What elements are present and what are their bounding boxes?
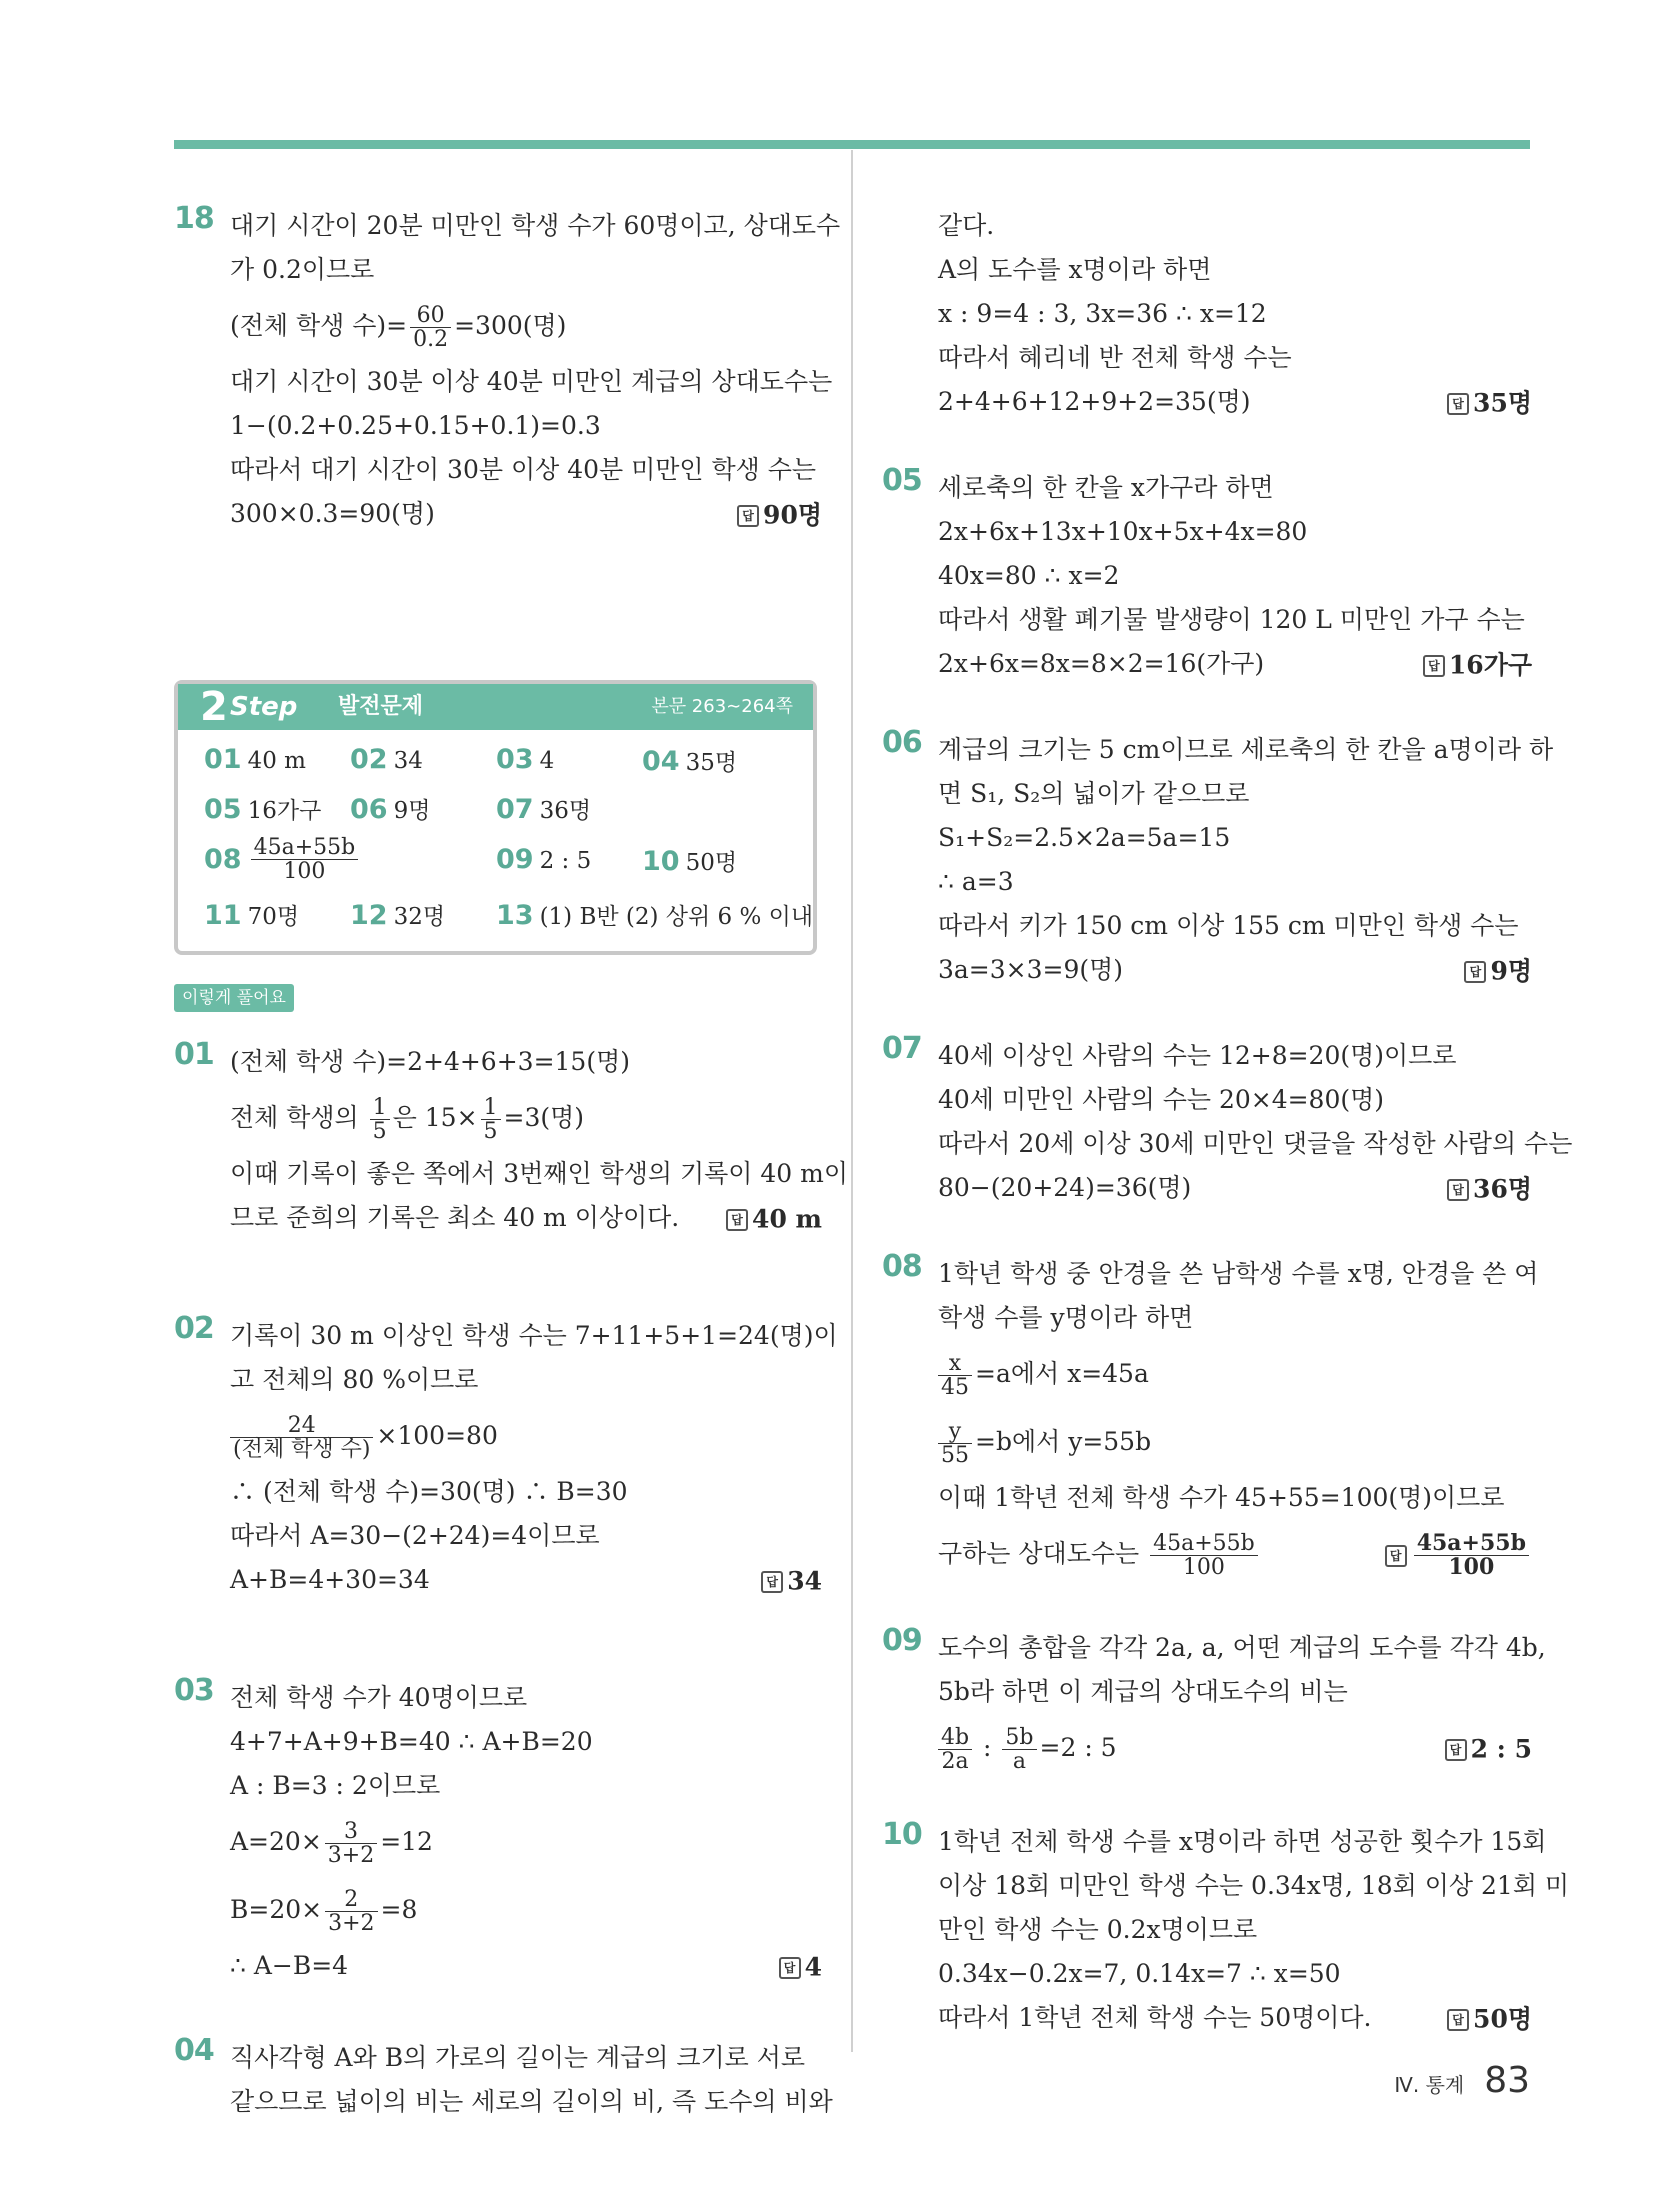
problem-03 [174, 1673, 822, 1988]
step-header [178, 684, 813, 730]
answer-box: 답 34 [761, 1558, 822, 1604]
formula-line: (전체 학생 수)= $\frac{60}{0.2}$ =300(명) [230, 302, 567, 352]
text-line: 따라서 키가 150 cm 이상 155 cm 미만인 학생 수는 [938, 911, 1519, 940]
text-line: 고 전체의 80 %이므로 [230, 1365, 479, 1394]
text-line: (전체 학생 수)=2+4+6+3=15(명) [230, 1047, 630, 1076]
quick-answer: 04 35명 [642, 746, 738, 777]
text-line: 40세 이상인 사람의 수는 12+8=20(명)이므로 [938, 1041, 1457, 1070]
text-line: 계급의 크기는 5 cm이므로 세로축의 한 칸을 a명이라 하 [938, 735, 1554, 764]
text-line: 0.34x−0.2x=7, 0.14x=7 ∴ x=50 [938, 1959, 1341, 1988]
text-line: 80−(20+24)=36(명) 답 36명 [938, 1166, 1532, 1210]
text-line: 40x=80 ∴ x=2 [938, 561, 1120, 590]
answer-mark-icon: 답 [737, 505, 759, 527]
text-line: 만인 학생 수는 0.2x명이므로 [938, 1915, 1258, 1944]
text-line: 2x+6x=8x=8×2=16(가구) 답 16가구 [938, 642, 1532, 686]
text-line: 2+4+6+12+9+2=35(명) 답 35명 [938, 380, 1532, 424]
text-line: 직사각형 A와 B의 가로의 길이는 계급의 크기로 서로 [230, 2043, 806, 2072]
quick-answer: 05 16가구 [204, 794, 322, 825]
text-line: ∴ A−B=4 답 4 [230, 1944, 822, 1988]
problem-05 [882, 463, 1532, 686]
problem-09 [882, 1623, 1546, 1782]
answer-box: 답 9명 [1464, 948, 1532, 994]
solution-tag: 이렇게 풀어요 [174, 984, 294, 1012]
text-line: 도수의 총합을 각각 2a, a, 어떤 계급의 도수를 각각 4b, [938, 1633, 1546, 1662]
column-divider [851, 150, 853, 2052]
page-footer [1394, 2060, 1530, 2101]
answer-box: 답 4 [779, 1944, 822, 1990]
text-line: x : 9=4 : 3, 3x=36 ∴ x=12 [938, 299, 1267, 328]
answer-mark-icon: 답 [1464, 961, 1486, 983]
text-line: 300×0.3=90(명) 답 90명 [230, 492, 822, 536]
quick-answer: 12 32명 [350, 900, 446, 931]
quick-answer: 13 (1) B반 (2) 상위 6 % 이내 [496, 900, 814, 931]
quick-answer: 10 50명 [642, 846, 738, 877]
text-line: A의 도수를 x명이라 하면 [938, 255, 1212, 284]
text-line: A+B=4+30=34 답 34 [230, 1558, 822, 1602]
problem-number: 02 [174, 1311, 214, 1346]
text-line: 따라서 생활 폐기물 발생량이 120 L 미만인 가구 수는 [938, 605, 1525, 634]
page-number: 83 [1484, 2060, 1530, 2101]
problem-10 [882, 1817, 1570, 2040]
problem-04 [174, 2033, 833, 2124]
text-line: 3a=3×3=9(명) 답 9명 [938, 948, 1532, 992]
quick-answer: 08 $\frac{45a+55b}{100}$ [204, 836, 361, 883]
text-line: 학생 수를 y명이라 하면 [938, 1303, 1194, 1332]
text-line: 따라서 A=30−(2+24)=4이므로 [230, 1521, 600, 1550]
quick-answer: 11 70명 [204, 900, 300, 931]
answer-mark-icon: 답 [726, 1209, 748, 1231]
problem-06 [882, 725, 1554, 992]
formula-line: $\frac{x}{45}$ =a에서 x=45a [938, 1340, 1532, 1408]
quick-answer: 07 36명 [496, 794, 592, 825]
text-line: 40세 미만인 사람의 수는 20×4=80(명) [938, 1085, 1385, 1114]
text-line: 따라서 1학년 전체 학생 수는 50명이다. 답 50명 [938, 1996, 1532, 2040]
text-line: 1−(0.2+0.25+0.15+0.1)=0.3 [230, 411, 601, 440]
quick-answer: 06 9명 [350, 794, 431, 825]
text-line: 따라서 대기 시간이 30분 이상 40분 미만인 학생 수는 [230, 455, 817, 484]
problem-number: 03 [174, 1673, 214, 1708]
answer-box: 답 2 : 5 [1445, 1714, 1532, 1784]
answer-box: 답 36명 [1447, 1166, 1532, 1212]
text-line: ∴ a=3 [938, 867, 1014, 896]
text-line: 전체 학생 수가 40명이므로 [230, 1683, 528, 1712]
answer-mark-icon: 답 [761, 1571, 783, 1593]
answer-mark-icon: 답 [779, 1957, 801, 1979]
problem-02 [174, 1311, 838, 1602]
problem-04-cont [882, 204, 1532, 424]
formula-line: 전체 학생의 $\frac{1}{5}$ 은 15× $\frac{1}{5}$ =3(명) [230, 1094, 585, 1144]
text-line: 면 S₁, S₂의 넓이가 같으므로 [938, 779, 1250, 808]
text-line: 4+7+A+9+B=40 ∴ A+B=20 [230, 1727, 593, 1756]
quick-answer: 01 40 m [204, 744, 306, 775]
answer-box: 답 90명 [737, 492, 822, 538]
answer-box: 답 50명 [1447, 1996, 1532, 2042]
answer-mark-icon: 답 [1385, 1545, 1407, 1567]
text-line: 따라서 혜리네 반 전체 학생 수는 [938, 343, 1292, 372]
text-line: 이때 기록이 좋은 쪽에서 3번째인 학생의 기록이 40 m이 [230, 1159, 848, 1188]
problem-01 [174, 1037, 848, 1240]
answer-box: 답 $\frac{45a+55b}{100}$ [1385, 1520, 1532, 1588]
text-line: 대기 시간이 20분 미만인 학생 수가 60명이고, 상대도수 [230, 211, 841, 240]
step-page-ref: 본문 263∼264쪽 [651, 696, 793, 717]
problem-number: 07 [882, 1031, 922, 1066]
step-answer-box [174, 680, 817, 955]
step-number: 2 [200, 684, 228, 730]
problem-number: 10 [882, 1817, 922, 1852]
text-line: 대기 시간이 30분 이상 40분 미만인 계급의 상대도수는 [230, 367, 833, 396]
answer-box: 답 40 m [726, 1196, 822, 1242]
formula-line: 구하는 상대도수는 $\frac{45a+55b}{100}$ 답 $\frac{45a+55b}{100}$ [938, 1520, 1532, 1588]
text-line: 이상 18회 미만인 학생 수는 0.34x명, 18회 이상 21회 미 [938, 1871, 1570, 1900]
quick-answer: 03 4 [496, 744, 555, 775]
text-line: 가 0.2이므로 [230, 255, 375, 284]
problem-number: 18 [174, 201, 214, 236]
problem-18 [174, 201, 841, 536]
text-line: ∴ (전체 학생 수)=30(명) ∴ B=30 [230, 1477, 628, 1506]
formula-line: B=20× $\frac{2}{3+2}$ =8 [230, 1886, 418, 1936]
problem-08 [882, 1249, 1539, 1588]
left-solutions [174, 1037, 848, 2124]
problem-number: 08 [882, 1249, 922, 1284]
problem-number: 04 [174, 2033, 214, 2068]
formula-line: $\frac{y}{55}$ =b에서 y=55b [938, 1408, 1532, 1476]
problem-07 [882, 1031, 1573, 1210]
text-line: 2x+6x+13x+10x+5x+4x=80 [938, 517, 1308, 546]
answer-mark-icon: 답 [1445, 1739, 1467, 1761]
answer-mark-icon: 답 [1447, 393, 1469, 415]
text-line: 같다. [938, 211, 995, 240]
right-solutions [882, 204, 1573, 2040]
formula-line: $\frac{24}{\text{(전체 학생 수)}}$ ×100=80 [230, 1402, 822, 1470]
formula-line: A=20× $\frac{3}{3+2}$ =12 [230, 1818, 433, 1868]
text-line: 이때 1학년 전체 학생 수가 45+55=100(명)이므로 [938, 1483, 1505, 1512]
text-line: 1학년 전체 학생 수를 x명이라 하면 성공한 횟수가 15회 [938, 1827, 1547, 1856]
text-line: S₁+S₂=2.5×2a=5a=15 [938, 823, 1231, 852]
problem-number: 06 [882, 725, 922, 760]
step-title: 발전문제 [338, 694, 424, 719]
quick-answer: 02 34 [350, 744, 423, 775]
text-line: 따라서 20세 이상 30세 미만인 댓글을 작성한 사람의 수는 [938, 1129, 1573, 1158]
problem-number: 01 [174, 1037, 214, 1072]
formula-line: $\frac{4b}{2a}$ : $\frac{5b}{a}$ =2 : 5 답 2 : 5 [938, 1714, 1532, 1782]
text-line: 세로축의 한 칸을 x가구라 하면 [938, 473, 1274, 502]
text-line: A : B=3 : 2이므로 [230, 1771, 441, 1800]
text-line: 5b라 하면 이 계급의 상대도수의 비는 [938, 1677, 1348, 1706]
answer-box: 답 16가구 [1423, 642, 1532, 688]
top-accent-bar [174, 140, 1530, 149]
text-line: 기록이 30 m 이상인 학생 수는 7+11+5+1=24(명)이 [230, 1321, 838, 1350]
text-line: 1학년 학생 중 안경을 쓴 남학생 수를 x명, 안경을 쓴 여 [938, 1259, 1539, 1288]
problem-number: 05 [882, 463, 922, 498]
step-word: Step [230, 692, 298, 722]
answer-mark-icon: 답 [1423, 655, 1445, 677]
problem-number: 09 [882, 1623, 922, 1658]
quick-answer: 09 2 : 5 [496, 844, 592, 875]
footer-section: Ⅳ. 통계 [1394, 2073, 1465, 2097]
answer-box: 답 35명 [1447, 380, 1532, 426]
text-line: 므로 준희의 기록은 최소 40 m 이상이다. 답 40 m [230, 1196, 822, 1240]
text-line: 같으므로 넓이의 비는 세로의 길이의 비, 즉 도수의 비와 [230, 2087, 833, 2116]
answer-mark-icon: 답 [1447, 2009, 1469, 2031]
answer-mark-icon: 답 [1447, 1179, 1469, 1201]
